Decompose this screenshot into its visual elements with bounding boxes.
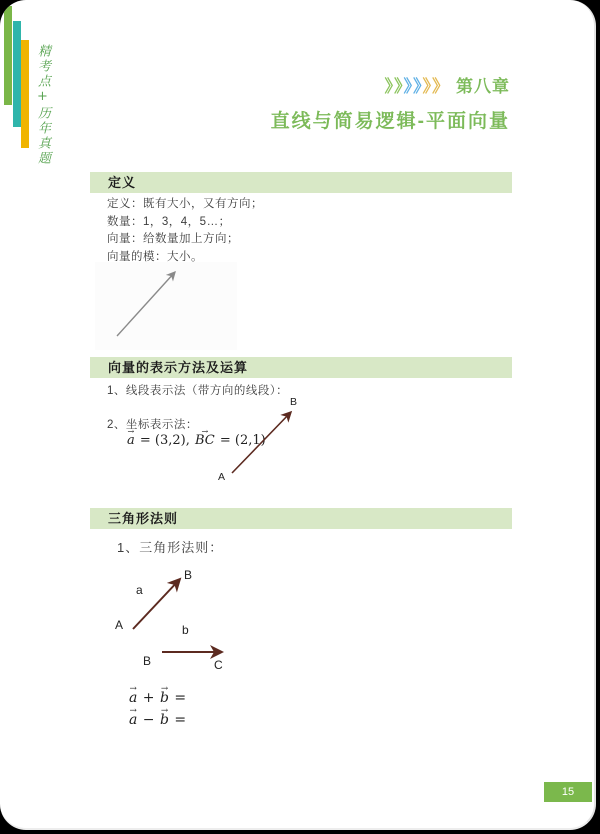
- vector-difference-formula: [128, 712, 186, 728]
- chevron-icon: 》: [384, 77, 394, 96]
- triangle-rule-diagram: [110, 565, 240, 665]
- vector-label-b: b: [182, 623, 189, 637]
- chapter-line: [90, 76, 510, 98]
- point-label-B2: B: [143, 654, 152, 668]
- point-label-B: B: [184, 568, 193, 582]
- vector-arrow-illustration: [95, 262, 237, 350]
- point-label-A: A: [218, 471, 226, 483]
- ribbon-bar-teal: [13, 21, 21, 127]
- vector-b-symbol: → b: [159, 712, 170, 728]
- point-label-A: A: [115, 618, 124, 632]
- ribbon-text: 精考点+历年真题: [35, 44, 50, 166]
- definition-text: [107, 196, 263, 266]
- point-label-C: C: [214, 658, 223, 672]
- section-heading-definition: 定义: [90, 172, 512, 193]
- page-title: 直线与简易逻辑-平面向量: [270, 111, 510, 132]
- section-heading-triangle: 三角形法则: [90, 508, 512, 529]
- chevron-icon: 》: [413, 77, 423, 96]
- ab-vector-diagram: [212, 400, 312, 485]
- page-number-badge: 15: [544, 782, 592, 802]
- definition-line: 向量：给数量加上方向；: [107, 233, 239, 245]
- chevron-icon: 》: [394, 77, 404, 96]
- vector-a-symbol: → a: [126, 433, 136, 448]
- formula-text: = (3,2),: [135, 433, 195, 448]
- representation-item-2: 2、坐标表示法：: [107, 419, 198, 431]
- definition-line: 向量的模：大小。: [107, 250, 203, 263]
- section-heading-representation: 向量的表示方法及运算: [90, 357, 512, 378]
- chapter-number: 第八章: [456, 77, 510, 96]
- ribbon-bar-green: [4, 6, 12, 105]
- point-label-B: B: [290, 396, 298, 408]
- chevron-icon: 》: [432, 77, 450, 96]
- vector-b-symbol: → b: [159, 690, 170, 706]
- vector-bc-symbol: → BC: [194, 433, 216, 448]
- formula-text: = (2,1): [215, 433, 266, 448]
- vector-a-symbol: → a: [128, 690, 138, 706]
- ribbon-bar-yellow: [21, 40, 29, 148]
- vector-a-symbol: → a: [128, 712, 138, 728]
- definition-line: 数量：1，3，4，5…；: [107, 215, 231, 228]
- vector-sum-formula: [128, 690, 186, 706]
- chevron-icon: 》: [422, 77, 432, 96]
- chapter-header: [90, 76, 510, 133]
- formula-text: =: [169, 690, 187, 706]
- formula-text: =: [169, 712, 187, 728]
- vector-label-a: a: [136, 583, 143, 597]
- definition-line: 定义：既有大小，又有方向；: [107, 198, 263, 210]
- representation-item-1: 1、线段表示法（带方向的线段）：: [107, 385, 289, 397]
- chevron-icon: 》: [403, 77, 413, 96]
- formula-text: +: [138, 690, 159, 706]
- formula-text: −: [138, 712, 159, 728]
- triangle-rule-item: 1、三角形法则：: [117, 540, 224, 555]
